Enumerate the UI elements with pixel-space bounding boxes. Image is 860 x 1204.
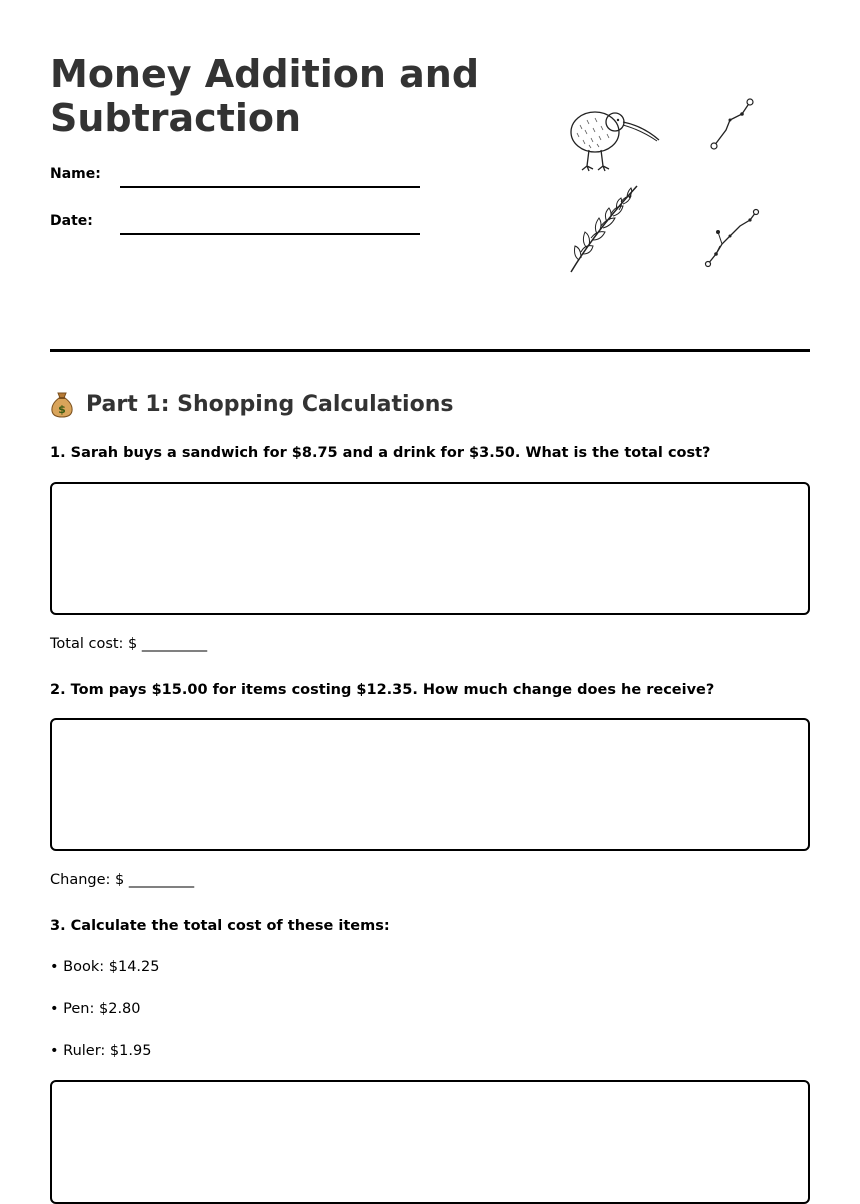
answer-box-1[interactable] [50, 482, 810, 615]
answer-line-2: Change: $ _________ [50, 872, 195, 888]
section-title: Part 1: Shopping Calculations [86, 391, 454, 417]
constellation-large-icon [702, 204, 762, 270]
question-3: 3. Calculate the total cost of these items: [50, 918, 390, 934]
answer-box-3[interactable] [50, 1080, 810, 1204]
date-label: Date: [50, 213, 93, 229]
name-input-line[interactable] [120, 186, 420, 188]
question-1: 1. Sarah buys a sandwich for $8.75 and a drink for $3.50. What is the total cost? [50, 445, 711, 461]
list-item: • Pen: $2.80 [50, 1001, 141, 1017]
question-2: 2. Tom pays $15.00 for items costing $12.35. How much change does he receive? [50, 682, 715, 698]
fern-leaf-icon [565, 182, 645, 277]
date-input-line[interactable] [120, 233, 420, 235]
header-divider [50, 349, 810, 352]
name-field [50, 166, 430, 190]
constellation-small-icon [708, 96, 758, 152]
date-field [50, 213, 430, 237]
list-item: • Book: $14.25 [50, 959, 160, 975]
money-bag-icon [50, 390, 74, 418]
svg-text:$: $ [58, 403, 66, 416]
answer-line-1: Total cost: $ _________ [50, 636, 208, 652]
decorative-illustrations [560, 92, 770, 282]
section-part-1-header [50, 388, 453, 420]
name-label: Name: [50, 166, 101, 182]
kiwi-bird-icon [565, 100, 665, 175]
list-item: • Ruler: $1.95 [50, 1043, 152, 1059]
answer-box-2[interactable] [50, 718, 810, 851]
page-title: Money Addition and Subtraction [50, 52, 480, 140]
